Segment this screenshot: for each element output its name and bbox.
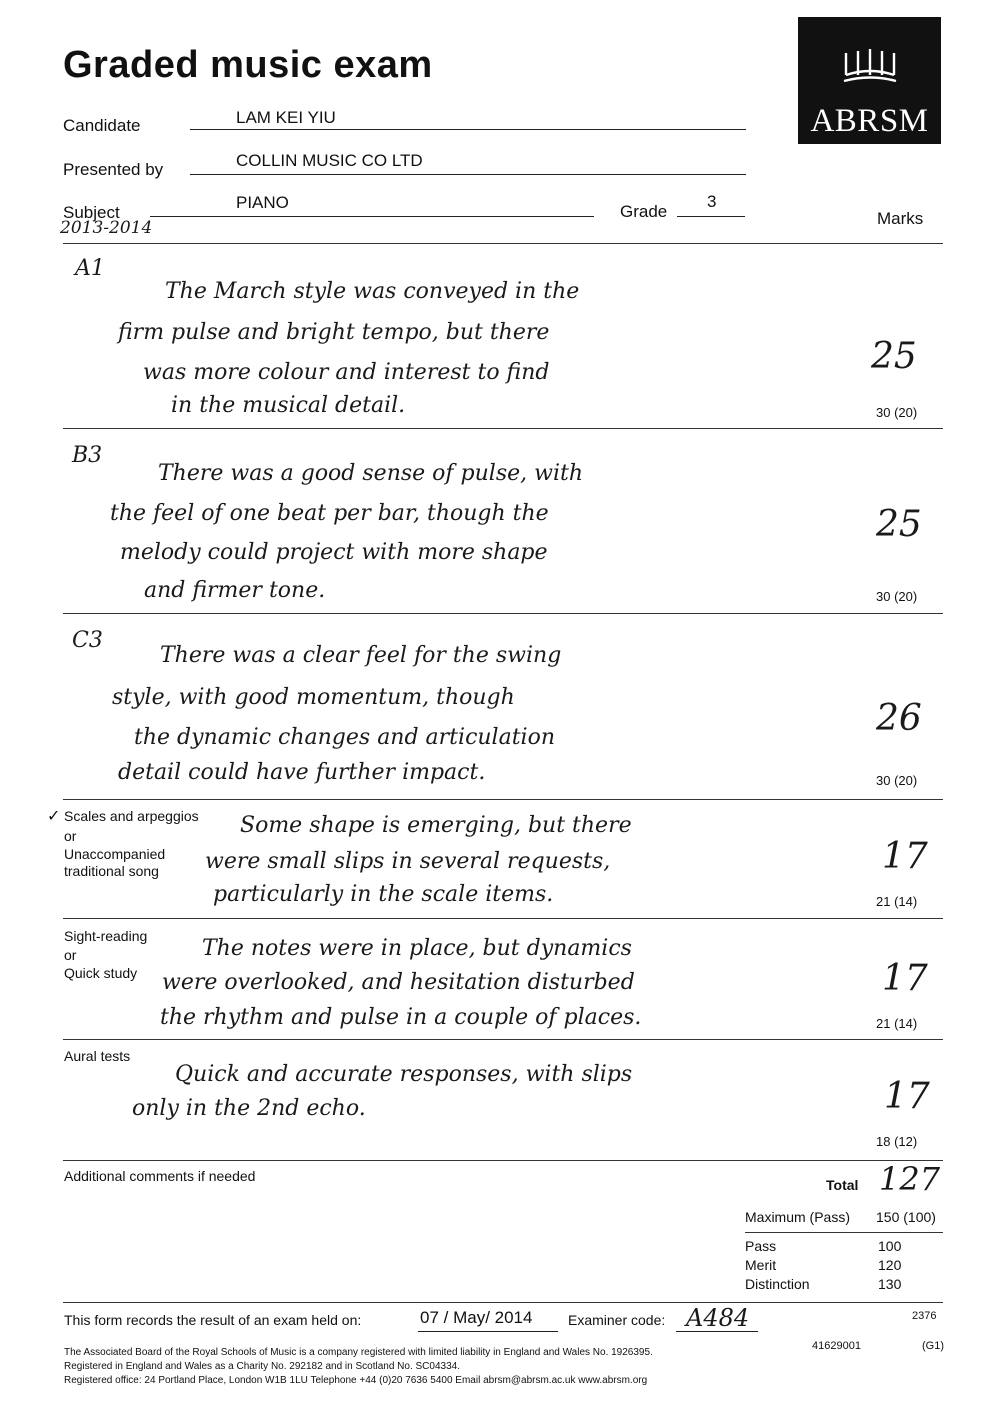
section-code: A1 [75,256,105,281]
presented-label: Presented by [63,160,164,179]
section-label: Unaccompanied [64,846,166,862]
form-number: 2376 [912,1310,937,1322]
section-mark: 17 [882,836,928,877]
comment-line: only in the 2nd echo. [132,1096,366,1121]
form-code: (G1) [922,1340,944,1352]
grade-value: 3 [707,192,717,211]
section-max: 30 (20) [876,405,918,420]
section-mark: 17 [882,958,928,999]
legal-line: Registered office: 24 Portland Place, London W1B 1LU Telephone +44 (0)20 7636 5400 Email abrsm@abrsm.ac.uk www.abrsm.org [64,1375,648,1386]
comment-line: in the musical detail. [171,393,406,418]
section-mark: 25 [871,336,917,377]
exam-record-text: This form records the result of an exam held on: [64,1312,362,1328]
subject-underline [150,216,594,217]
presented-value: COLLIN MUSIC CO LTD [236,151,423,170]
presented-underline [190,174,746,175]
header-divider [63,243,943,244]
examiner-code-label: Examiner code: [568,1312,666,1328]
comment-line: There was a good sense of pulse, with [158,461,584,486]
year-note: 2013-2014 [60,218,153,238]
section-code: C3 [72,628,103,653]
merit-label: Merit [745,1257,777,1273]
section-label: or [64,947,77,963]
comment-line: style, with good momentum, though [112,685,515,710]
logo-text: ABRSM [810,103,929,139]
pass-label: Pass [745,1238,777,1254]
pass-value: 100 [878,1238,902,1254]
comment-line: was more colour and interest to find [143,360,550,385]
distinction-value: 130 [878,1276,902,1292]
section-code: B3 [72,443,103,468]
section-label: Aural tests [64,1048,131,1064]
comment-line: the dynamic changes and articulation [134,725,555,750]
grade-label: Grade [620,202,668,221]
comment-line: detail could have further impact. [118,760,486,785]
section-label: or [64,828,77,844]
section-max: 21 (14) [876,1016,918,1031]
comment-line: firm pulse and bright tempo, but there [118,320,550,345]
subject-value: PIANO [236,193,289,212]
distinction-label: Distinction [745,1276,810,1292]
comment-line: Some shape is emerging, but there [240,813,632,838]
abrsm-logo [798,17,941,144]
section-max: 30 (20) [876,589,918,604]
serial-number: 41629001 [812,1340,861,1352]
section-divider [63,613,943,614]
section-mark: 17 [884,1076,930,1117]
exam-date: 07 / May/ 2014 [420,1308,533,1327]
maximum-label: Maximum (Pass) [745,1209,851,1225]
comment-line: melody could project with more shape [120,540,548,565]
section-label: traditional song [64,863,159,879]
comment-line: and firmer tone. [144,578,326,603]
section-max: 18 (12) [876,1134,918,1149]
grade-underline [677,216,745,217]
section-label: Scales and arpeggios [64,808,199,824]
page-title: Graded music exam [63,44,433,86]
footer-divider [63,1302,943,1303]
section-mark: 25 [876,504,922,545]
maximum-value: 150 (100) [876,1209,936,1225]
comment-line: were small slips in several requests, [205,849,611,874]
subject-label: Subject [63,203,120,222]
section-divider [63,799,943,800]
merit-value: 120 [878,1257,902,1273]
check-mark-icon: ✓ [47,808,61,825]
candidate-value: LAM KEI YIU [236,108,336,127]
candidate-label: Candidate [63,116,141,135]
section-divider [63,1160,943,1161]
comment-line: the rhythm and pulse in a couple of places. [160,1005,642,1030]
section-divider [63,428,943,429]
additional-comments-label: Additional comments if needed [64,1168,256,1184]
comment-line: The notes were in place, but dynamics [202,936,632,961]
legal-line: The Associated Board of the Royal Schools of Music is a company registered with limited liability in England and Wales No. 1926395. [64,1347,653,1358]
section-max: 30 (20) [876,773,918,788]
section-divider [63,1039,943,1040]
legal-line: Registered in England and Wales as a Charity No. 292182 and in Scotland No. SC04334. [64,1361,460,1372]
summary-divider [745,1232,943,1233]
crown-icon [840,47,900,87]
marks-label: Marks [877,209,924,228]
date-underline [418,1331,558,1332]
comment-line: particularly in the scale items. [213,882,554,907]
section-max: 21 (14) [876,894,918,909]
section-label: Sight-reading [64,928,148,944]
comment-line: There was a clear feel for the swing [160,643,562,668]
total-label: Total [826,1177,859,1193]
examiner-code-value: A484 [686,1304,750,1332]
section-divider [63,918,943,919]
comment-line: were overlooked, and hesitation disturbed [162,970,635,995]
total-value: 127 [879,1160,941,1198]
comment-line: The March style was conveyed in the [165,279,580,304]
comment-line: the feel of one beat per bar, though the [110,501,549,526]
section-label: Quick study [64,965,138,981]
section-mark: 26 [876,698,922,739]
comment-line: Quick and accurate responses, with slips [175,1062,633,1087]
candidate-underline [190,129,746,130]
examiner-underline [676,1331,758,1332]
